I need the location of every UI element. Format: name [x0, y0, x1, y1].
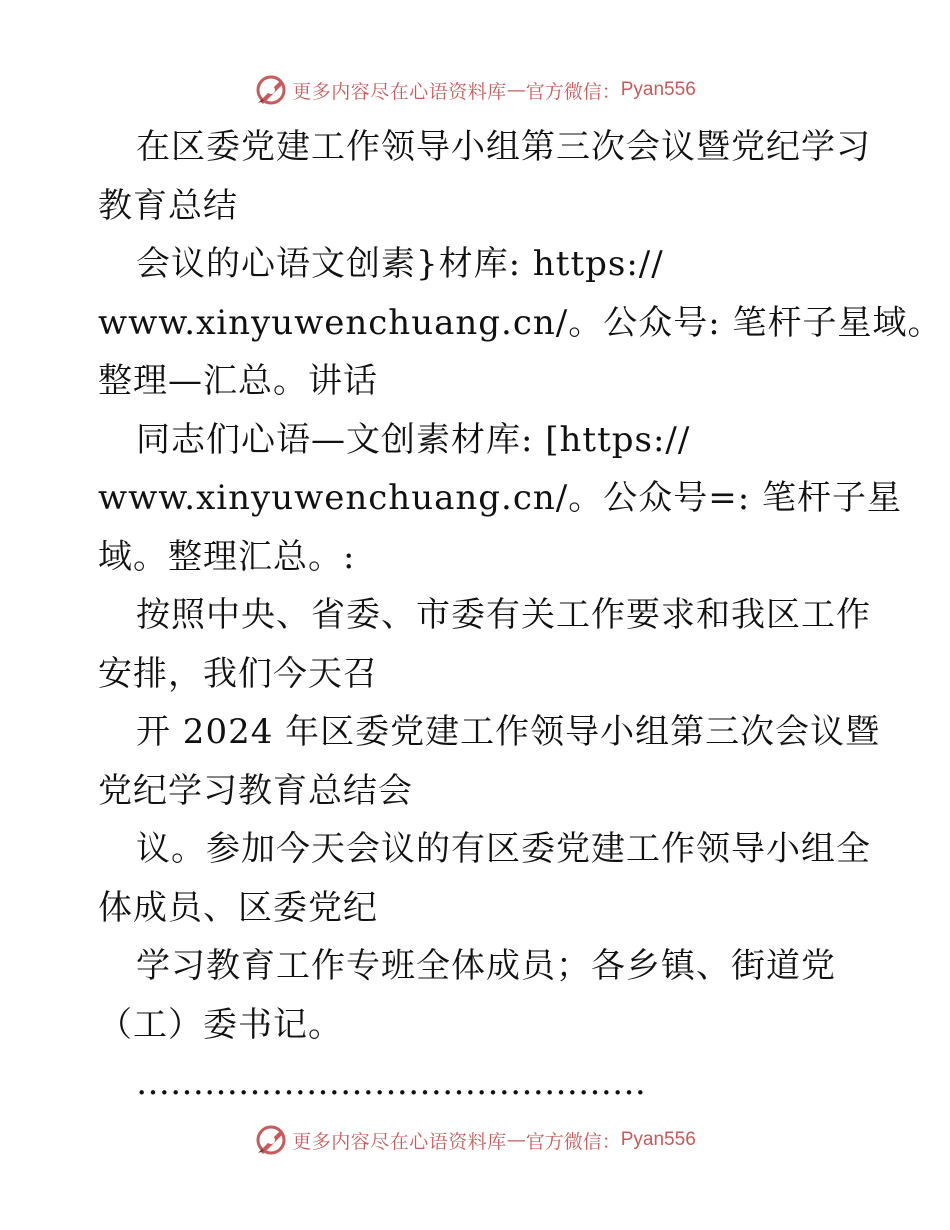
- watermark-official-label: 官方微信：: [525, 80, 621, 103]
- doc-paragraph-line: 域。整理汇总。:: [98, 536, 356, 577]
- doc-paragraph-line: 按照中央、省委、市委有关工作要求和我区工作: [136, 595, 871, 635]
- doc-paragraph-line: （工）委书记。: [98, 1004, 343, 1045]
- doc-paragraph-line: 会议的心语文创素}材库: https://: [136, 244, 664, 284]
- doc-paragraph-line: 体成员、区委党纪: [98, 887, 378, 928]
- doc-title-line: 教育总结: [98, 185, 238, 226]
- doc-paragraph-line: 议。参加今天会议的有区委党建工作领导小组全: [136, 829, 871, 869]
- doc-paragraph-line: 开 2024 年区委党建工作领导小组第三次会议暨: [136, 712, 881, 752]
- watermark-wechat-id: Pyan556: [620, 1129, 696, 1150]
- watermark-main-text: 更多内容尽在心语资料库: [292, 80, 507, 103]
- footer-watermark: [0, 1120, 950, 1160]
- watermark-dash: —: [506, 79, 526, 101]
- doc-paragraph-line: 同志们心语—文创素材库: [https://: [136, 419, 691, 460]
- red-pen-logo-icon: [254, 1123, 288, 1157]
- doc-paragraph-line: www.xinyuwenchuang.cn/。公众号=: 笔杆子星: [98, 478, 902, 518]
- header-watermark: [0, 70, 950, 110]
- doc-paragraph-line: www.xinyuwenchuang.cn/。公众号: 笔杆子星域。: [98, 302, 943, 343]
- doc-paragraph-line: 整理—汇总。讲话: [98, 361, 378, 401]
- watermark-main-text: 更多内容尽在心语资料库: [292, 1130, 507, 1153]
- watermark-dash: —: [506, 1129, 526, 1151]
- red-pen-logo-icon: [254, 73, 288, 107]
- ellipsis-line: ………………………………………: [136, 1063, 646, 1103]
- doc-paragraph-line: 党纪学习教育总结会: [98, 770, 413, 811]
- doc-paragraph-line: 安排，我们今天召: [98, 653, 378, 694]
- watermark-official-label: 官方微信：: [525, 1130, 621, 1153]
- watermark-wechat-id: Pyan556: [620, 79, 696, 100]
- doc-paragraph-line: 学习教育工作专班全体成员；各乡镇、街道党: [136, 946, 836, 986]
- doc-title-line: 在区委党建工作领导小组第三次会议暨党纪学习: [136, 127, 871, 167]
- document-body: [98, 118, 943, 1113]
